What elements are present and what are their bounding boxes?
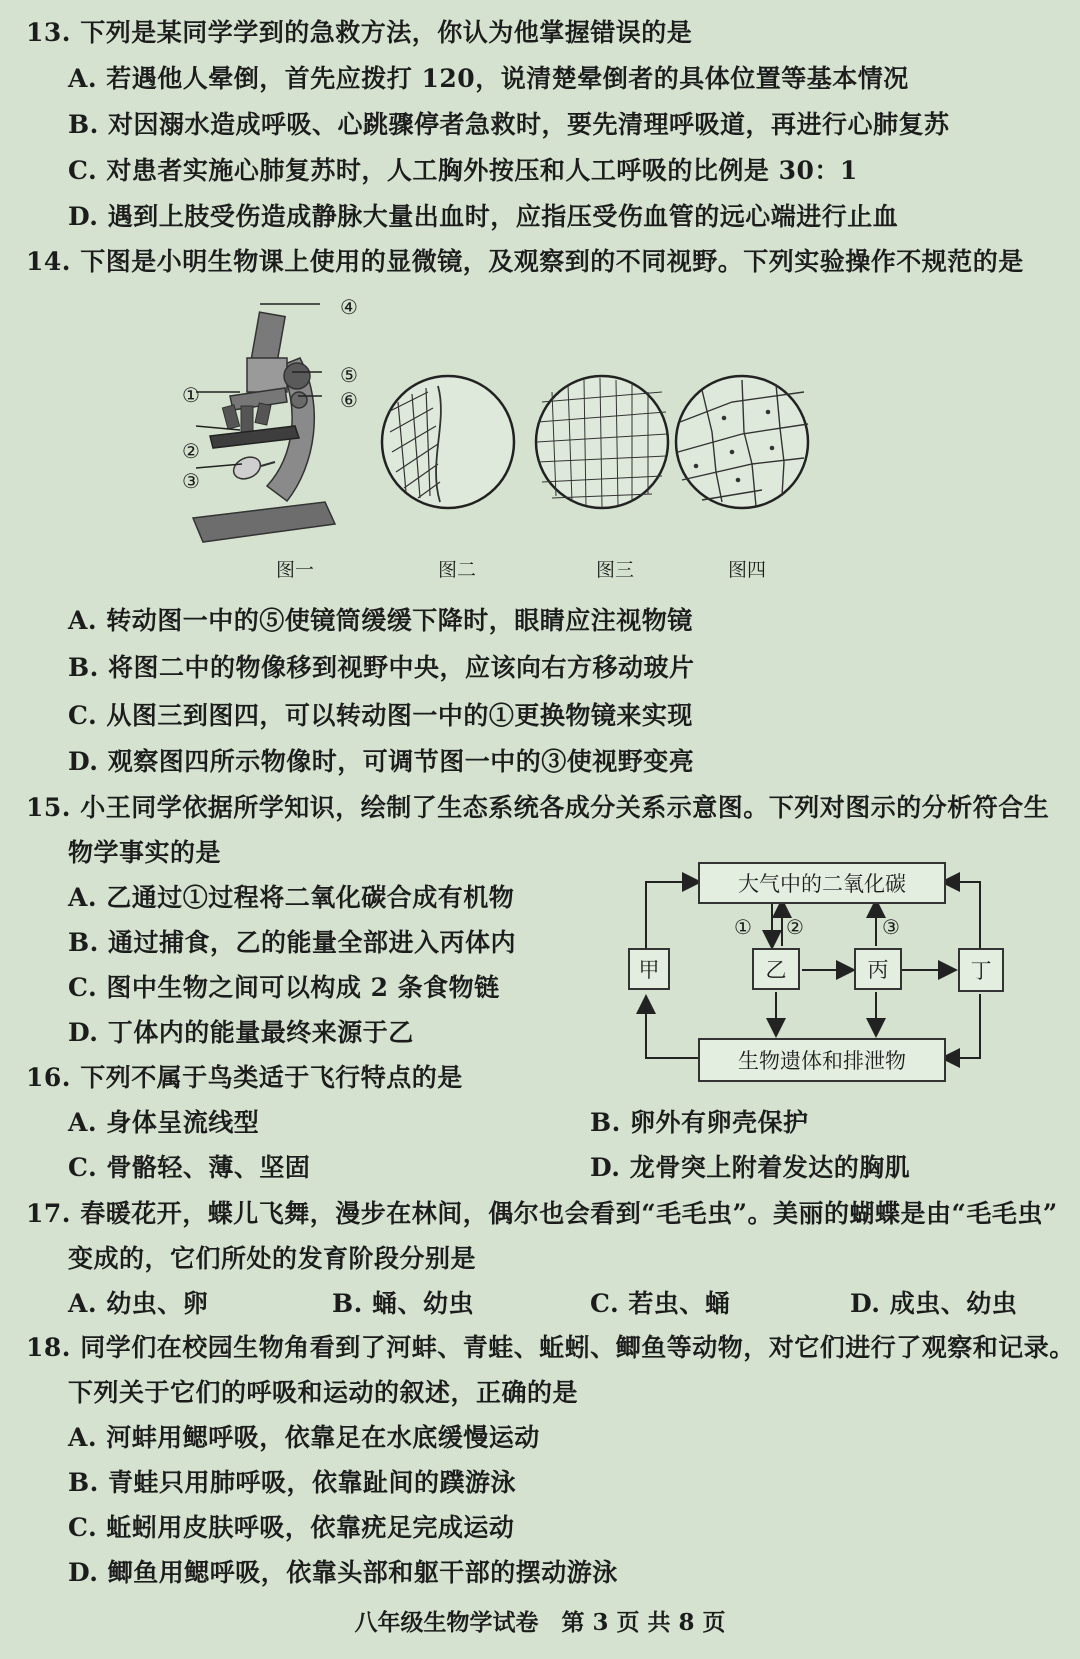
marker-4: ④ <box>340 295 359 319</box>
q17-option-b: B. 蛹、幼虫 <box>332 1289 475 1318</box>
q16-option-c: C. 骨骼轻、薄、坚固 <box>68 1153 311 1182</box>
marker-6: ⑥ <box>340 388 359 412</box>
q13-stem: 13. 下列是某同学学到的急救方法，你认为他掌握错误的是 <box>26 18 693 47</box>
q18-stem-line1: 18. 同学们在校园生物角看到了河蚌、青蛙、蚯蚓、鲫鱼等动物，对它们进行了观察和记录。 <box>26 1333 1075 1362</box>
marker-2: ② <box>182 439 201 463</box>
q15-option-a: A. 乙通过①过程将二氧化碳合成有机物 <box>68 883 515 912</box>
q13-option-c: C. 对患者实施心肺复苏时，人工胸外按压和人工呼吸的比例是 30：1 <box>68 156 858 185</box>
q18-option-c: C. 蚯蚓用皮肤呼吸，依靠疣足完成运动 <box>68 1513 515 1542</box>
q18-option-a: A. 河蚌用鳃呼吸，依靠足在水底缓慢运动 <box>68 1423 540 1452</box>
page-footer: 八年级生物学试卷 第 3 页 共 8 页 <box>354 1609 726 1636</box>
q15-stem-line1: 15. 小王同学依据所学知识，绘制了生态系统各成分关系示意图。下列对图示的分析符合生 <box>26 793 1050 822</box>
q16-stem: 16. 下列不属于鸟类适于飞行特点的是 <box>26 1063 463 1092</box>
q14-option-b: B. 将图二中的物像移到视野中央，应该向右方移动玻片 <box>68 653 695 682</box>
q16-option-b: B. 卵外有卵壳保护 <box>590 1108 809 1137</box>
fig-label-1: 图一 <box>276 559 315 581</box>
q18-option-d: D. 鲫鱼用鳃呼吸，依靠头部和躯干部的摆动游泳 <box>68 1558 618 1587</box>
q14-option-c: C. 从图三到图四，可以转动图一中的①更换物镜来实现 <box>68 701 693 730</box>
marker-5: ⑤ <box>340 363 359 387</box>
q18-option-b: B. 青蛙只用肺呼吸，依靠趾间的蹼游泳 <box>68 1468 517 1497</box>
process-3: ③ <box>882 915 901 939</box>
node-jia: 甲 <box>628 948 670 990</box>
q15-option-d: D. 丁体内的能量最终来源于乙 <box>68 1018 414 1047</box>
q14-option-a: A. 转动图一中的⑤使镜筒缓缓下降时，眼睛应注视物镜 <box>68 606 693 635</box>
q13-option-a: A. 若遇他人晕倒，首先应拨打 120，说清楚晕倒者的具体位置等基本情况 <box>68 64 909 93</box>
view-figure-2 <box>378 372 518 512</box>
q16-option-d: D. 龙骨突上附着发达的胸肌 <box>590 1153 911 1182</box>
view-figure-3 <box>532 372 672 512</box>
q15-option-b: B. 通过捕食，乙的能量全部进入丙体内 <box>68 928 517 957</box>
view-figure-4 <box>672 372 812 512</box>
q17-option-a: A. 幼虫、卵 <box>68 1289 209 1318</box>
marker-3: ③ <box>182 469 201 493</box>
node-bing: 丙 <box>854 948 902 990</box>
q13-option-d: D. 遇到上肢受伤造成静脉大量出血时，应指压受伤血管的远心端进行止血 <box>68 202 899 231</box>
q14-stem: 14. 下图是小明生物课上使用的显微镜，及观察到的不同视野。下列实验操作不规范的是 <box>26 247 1024 276</box>
q16-option-a: A. 身体呈流线型 <box>68 1108 260 1137</box>
q13-option-b: B. 对因溺水造成呼吸、心跳骤停者急救时，要先清理呼吸道，再进行心肺复苏 <box>68 110 950 139</box>
microscope-callouts <box>180 296 360 496</box>
q17-stem-line1: 17. 春暖花开，蝶儿飞舞，漫步在林间，偶尔也会看到“毛毛虫”。美丽的蝴蝶是由“毛毛虫” <box>26 1199 1058 1228</box>
q14-option-d: D. 观察图四所示物像时，可调节图一中的③使视野变亮 <box>68 747 695 776</box>
q18-stem-line2: 下列关于它们的呼吸和运动的叙述，正确的是 <box>68 1378 579 1407</box>
process-1: ① <box>734 915 753 939</box>
node-co2: 大气中的二氧化碳 <box>698 862 946 904</box>
fig-label-4: 图四 <box>728 559 767 581</box>
fig-label-3: 图三 <box>596 559 635 581</box>
q17-option-c: C. 若虫、蛹 <box>590 1289 731 1318</box>
q15-option-c: C. 图中生物之间可以构成 2 条食物链 <box>68 973 500 1002</box>
fig-label-2: 图二 <box>438 559 477 581</box>
node-ding: 丁 <box>958 948 1004 992</box>
q15-stem-line2: 物学事实的是 <box>68 838 222 867</box>
marker-1: ① <box>182 383 201 407</box>
node-yi: 乙 <box>752 948 800 990</box>
node-waste: 生物遗体和排泄物 <box>698 1038 946 1082</box>
q17-option-d: D. 成虫、幼虫 <box>850 1289 1018 1318</box>
process-2: ② <box>786 915 805 939</box>
q17-stem-line2: 变成的，它们所处的发育阶段分别是 <box>68 1244 477 1273</box>
